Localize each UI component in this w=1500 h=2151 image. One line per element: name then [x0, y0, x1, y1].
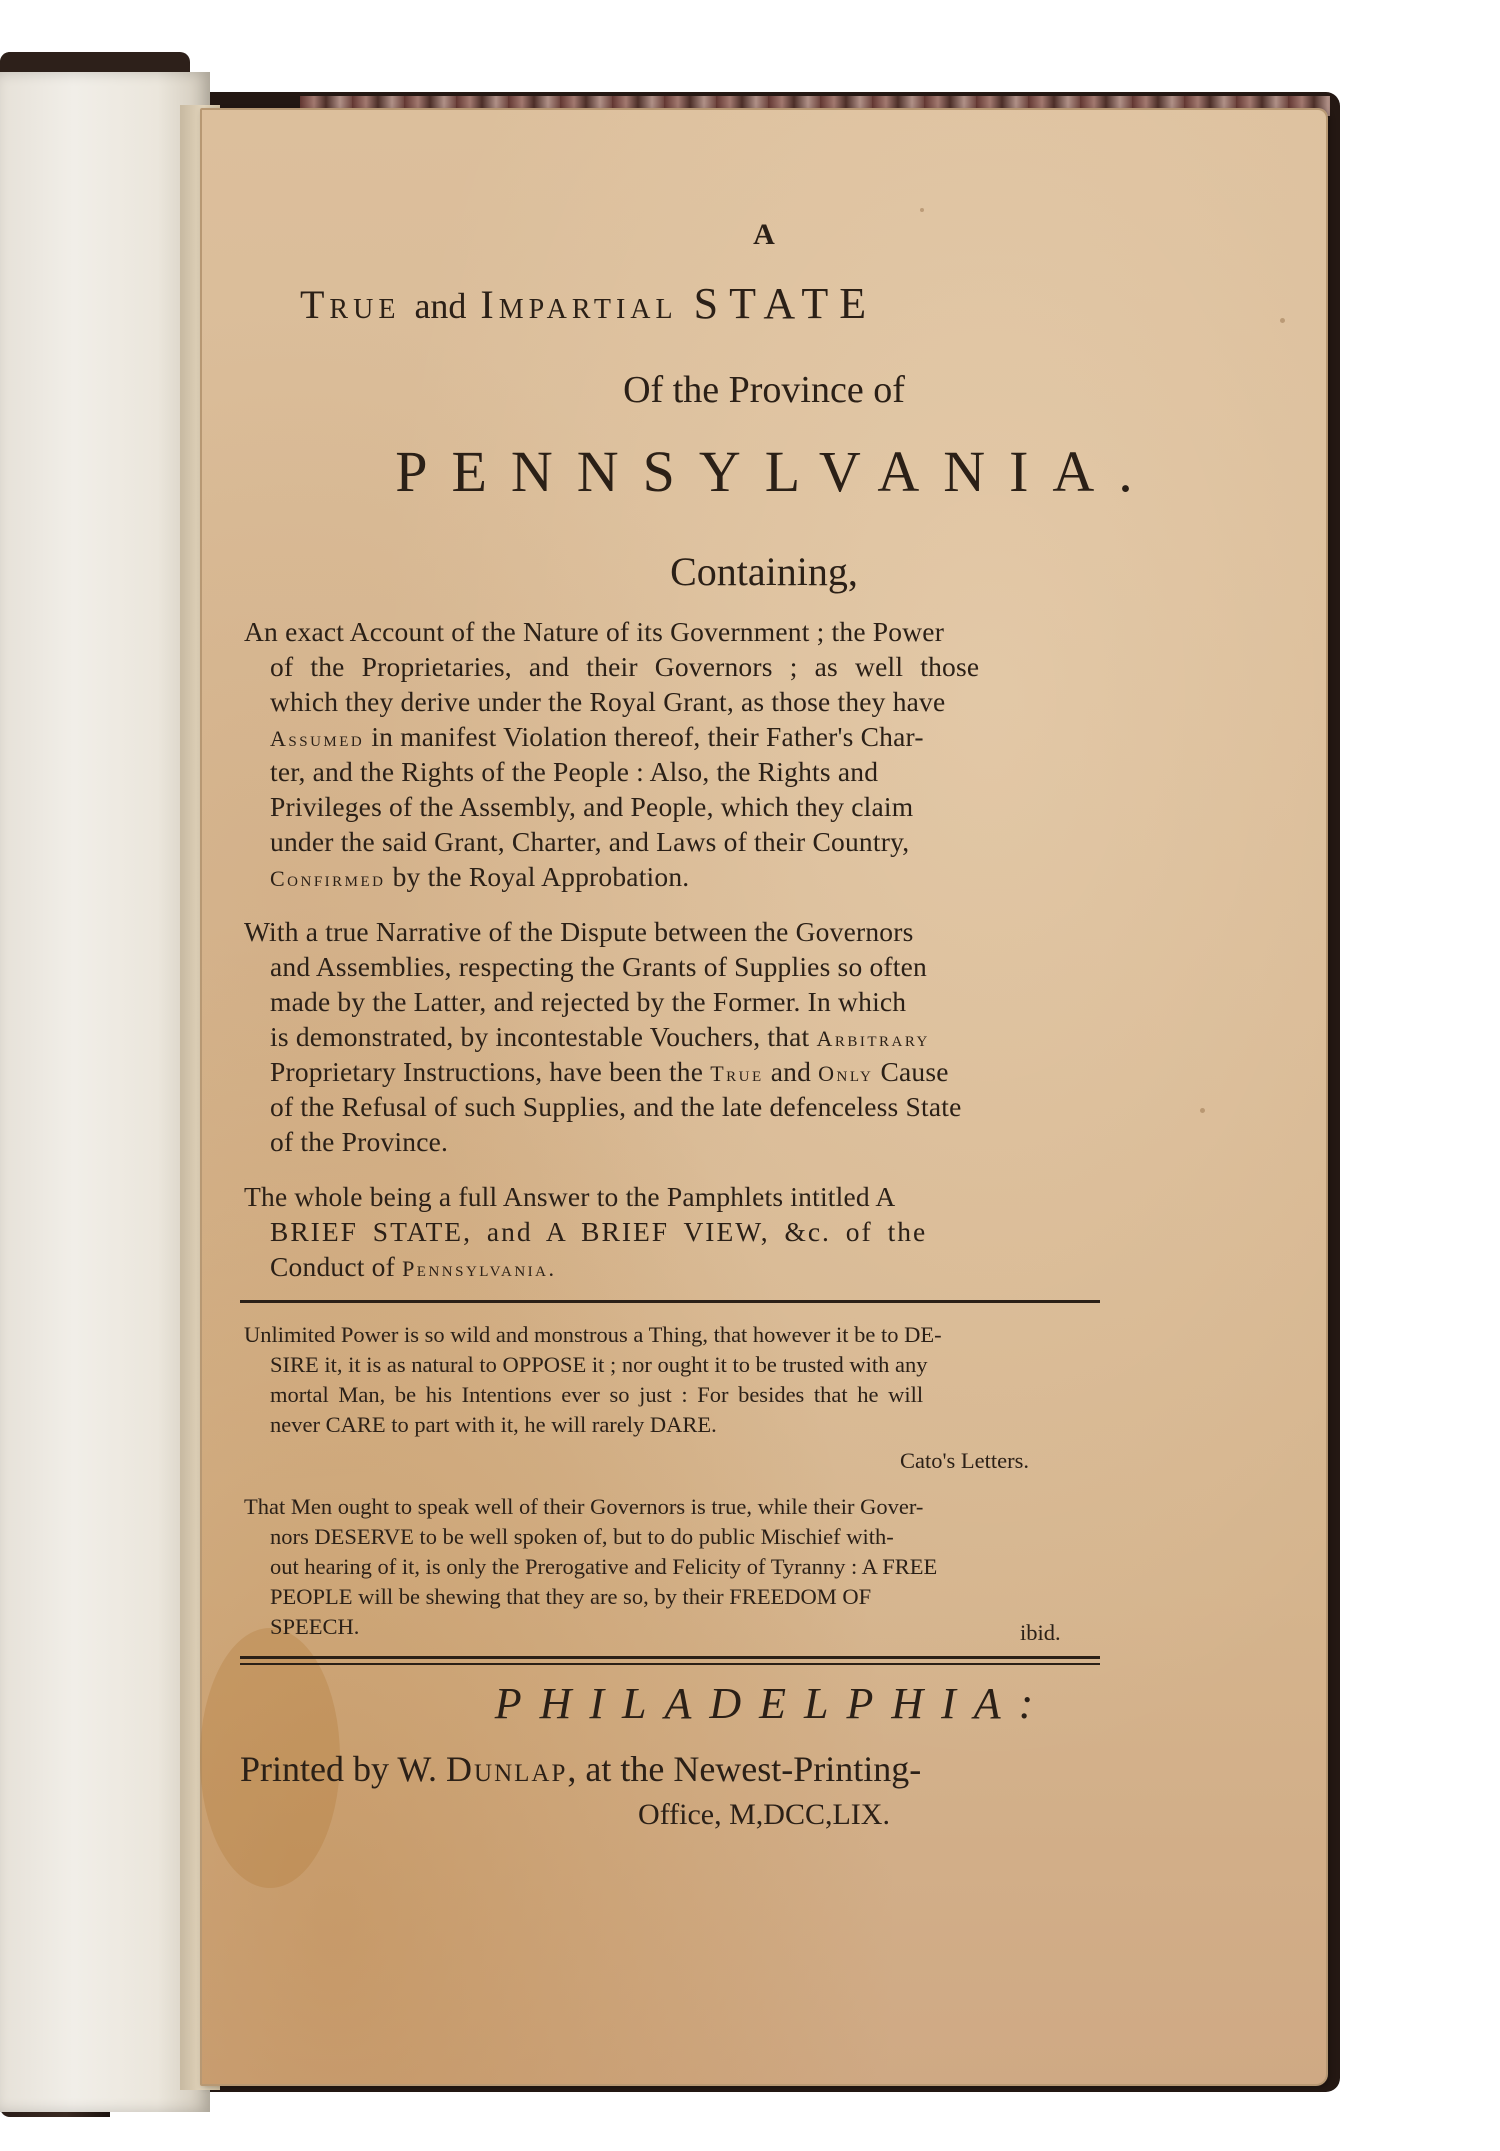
para2-line-text: is demonstrated, by incontestable Vouchers, that [270, 1021, 810, 1052]
containing-heading: Containing, [670, 549, 858, 594]
title-word-impartial: Impartial [480, 282, 678, 327]
title-page [200, 108, 1328, 2086]
imprint-printer-name: Dunlap [446, 1749, 568, 1789]
imprint-address: , at the Newest-Printing- [567, 1749, 922, 1789]
quote2-source: ibid. [1020, 1620, 1061, 1645]
para2-line-text: Cause [880, 1056, 949, 1087]
quote1-line: SIRE it, it is as natural to OPPOSE it ; nor ought it to be trusted with any [270, 1352, 928, 1377]
para3-line-text: Conduct of [270, 1251, 395, 1282]
divider-rule [240, 1300, 1100, 1303]
para1-line: which they derive under the Royal Grant, as those they have [270, 686, 946, 717]
para3-line [270, 1251, 556, 1283]
para1-line: ter, and the Rights of the People : Also, the Rights and [270, 756, 879, 787]
para1-line: of the Proprietaries, and their Governors ; as well those [270, 651, 980, 682]
para2-line [270, 1021, 930, 1053]
para1-line: Privileges of the Assembly, and People, which they claim [270, 791, 914, 822]
quote1-line: mortal Man, be his Intentions ever so just : For besides that he will [270, 1382, 924, 1407]
imprint-line-1 [240, 1748, 921, 1790]
foxing-spot [1200, 1108, 1205, 1113]
para1-word-assumed: Assumed [270, 726, 365, 751]
para1-line-text: in manifest Violation thereof, their Father's Char- [371, 721, 924, 752]
title-line-1 [300, 278, 1300, 329]
endpaper-left [0, 72, 210, 2112]
imprint-line-2: Office, M,DCC,LIX. [638, 1798, 890, 1831]
para1-line [270, 861, 689, 893]
quote1-line: never CARE to part with it, he will rarely DARE. [270, 1412, 717, 1437]
foxing-spot [920, 208, 924, 212]
quote2-line: out hearing of it, is only the Prerogative and Felicity of Tyranny : A FREE [270, 1554, 938, 1579]
imprint-city: PHILADELPHIA: [494, 1679, 1052, 1728]
para2-line-text: and [770, 1056, 812, 1087]
para1-line-text: by the Royal Approbation. [392, 861, 690, 892]
para2-line-text: Proprietary Instructions, have been the [270, 1056, 704, 1087]
title-word-true: True [300, 282, 401, 327]
para2-word-only: Only [818, 1061, 874, 1086]
para2-line: With a true Narrative of the Dispute between the Governors [244, 916, 914, 947]
para2-line: of the Refusal of such Supplies, and the late defenceless State [270, 1091, 962, 1122]
divider-rule-thin [240, 1663, 1100, 1665]
title-pennsylvania: PENNSYLVANIA. [395, 439, 1157, 504]
quote1-line: Unlimited Power is so wild and monstrous a Thing, that however it be to DE- [244, 1322, 942, 1347]
title-word-state: STATE [693, 279, 878, 328]
quote1-source: Cato's Letters. [900, 1448, 1030, 1473]
para3-line: The whole being a full Answer to the Pamphlets intitled A [244, 1181, 896, 1212]
quote2-line: nors DESERVE to be well spoken of, but to do public Mischief with- [270, 1524, 894, 1549]
title-word-and: and [414, 286, 467, 326]
para2-line: made by the Latter, and rejected by the Former. In which [270, 986, 907, 1017]
divider-rule [240, 1656, 1100, 1659]
para1-line [270, 721, 924, 753]
para2-line: and Assemblies, respecting the Grants of Supplies so often [270, 951, 927, 982]
para1-line: under the said Grant, Charter, and Laws of their Country, [270, 826, 910, 857]
para3-word-pennsylvania: Pennsylvania. [402, 1256, 557, 1281]
quote2-line: That Men ought to speak well of their Governors is true, while their Gover- [244, 1494, 924, 1519]
para2-line [270, 1056, 949, 1088]
quote2-line: PEOPLE will be shewing that they are so, by their FREEDOM OF [270, 1584, 872, 1609]
para2-word-arbitrary: Arbitrary [816, 1026, 930, 1051]
para1-line: An exact Account of the Nature of its Government ; the Power [244, 616, 945, 647]
para2-line: of the Province. [270, 1126, 449, 1157]
para3-line: BRIEF STATE, and A BRIEF VIEW, &c. of the [270, 1216, 928, 1247]
para2-word-true: True [710, 1061, 764, 1086]
quote2-line: SPEECH. [270, 1614, 360, 1639]
para1-word-confirmed: Confirmed [270, 866, 386, 891]
title-article: A [753, 218, 775, 251]
title-line-2: Of the Province of [623, 369, 905, 411]
imprint-printed-by: Printed by W. [240, 1749, 438, 1789]
